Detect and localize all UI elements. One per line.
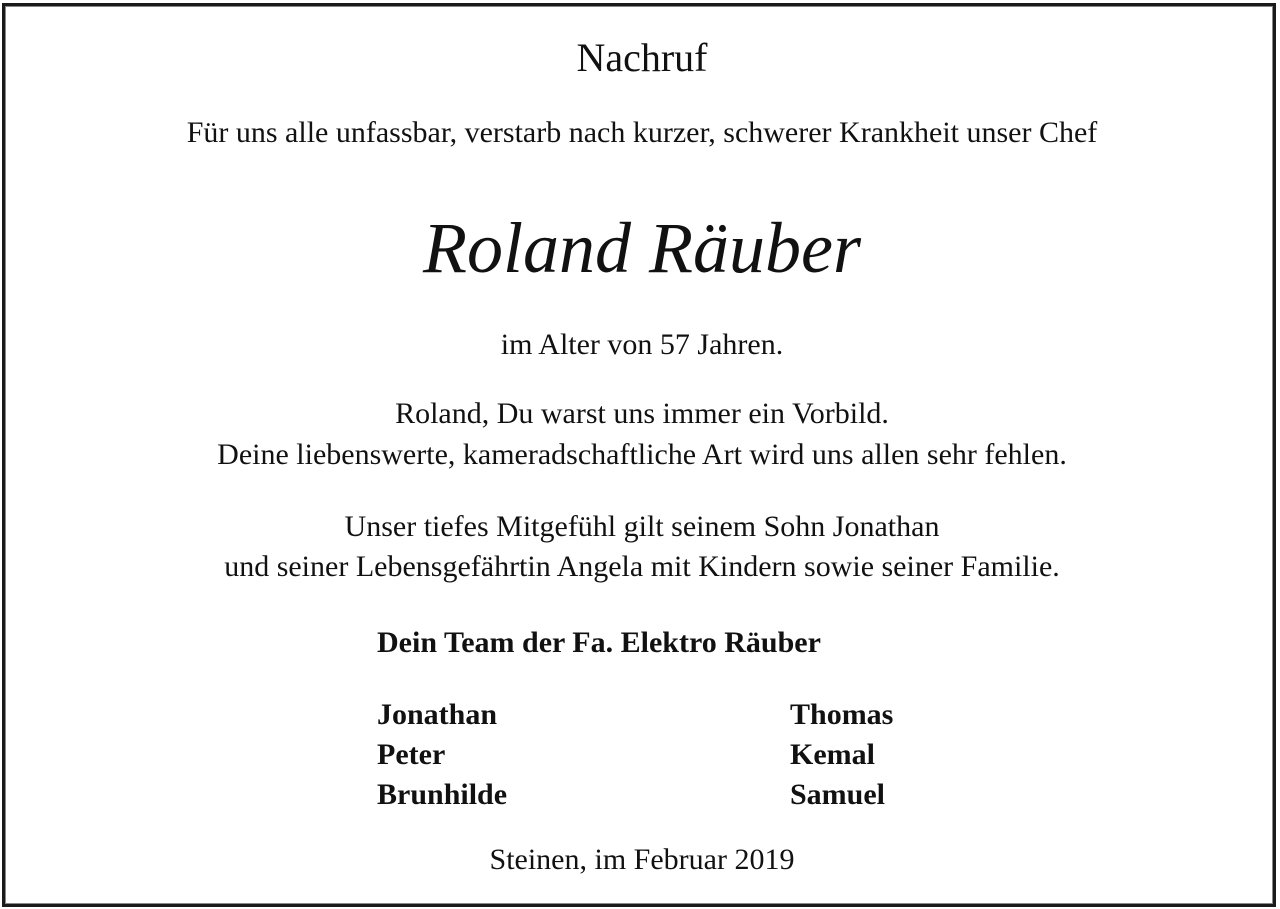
condolence-line-2: und seiner Lebensgefährtin Angela mit Kindern sowie seiner Familie. [224,550,1060,583]
team-member-name: Thomas [790,698,894,731]
names-column-left [377,695,507,815]
team-member-name: Peter [377,738,446,771]
team-member-name: Jonathan [377,698,498,731]
deceased-name: Roland Räuber [423,208,861,288]
team-member-name: Kemal [790,738,875,771]
tribute-line-1: Roland, Du warst uns immer ein Vorbild. [395,397,889,430]
obituary-frame [2,3,1276,907]
team-member-name: Brunhilde [377,778,508,811]
names-column-right [790,695,893,815]
place-date-line: Steinen, im Februar 2019 [489,843,795,876]
team-member-name: Samuel [790,778,886,811]
obituary-heading: Nachruf [576,35,708,80]
team-signature: Dein Team der Fa. Elektro Räuber [377,626,821,659]
condolence-line-1: Unser tiefes Mitgefühl gilt seinem Sohn Jonathan [344,510,940,543]
intro-text: Für uns alle unfassbar, verstarb nach kurzer, schwerer Krankheit unser Chef [186,116,1098,149]
age-line: im Alter von 57 Jahren. [500,328,784,361]
tribute-line-2: Deine liebenswerte, kameradschaftliche Art wird uns allen sehr fehlen. [217,438,1067,471]
